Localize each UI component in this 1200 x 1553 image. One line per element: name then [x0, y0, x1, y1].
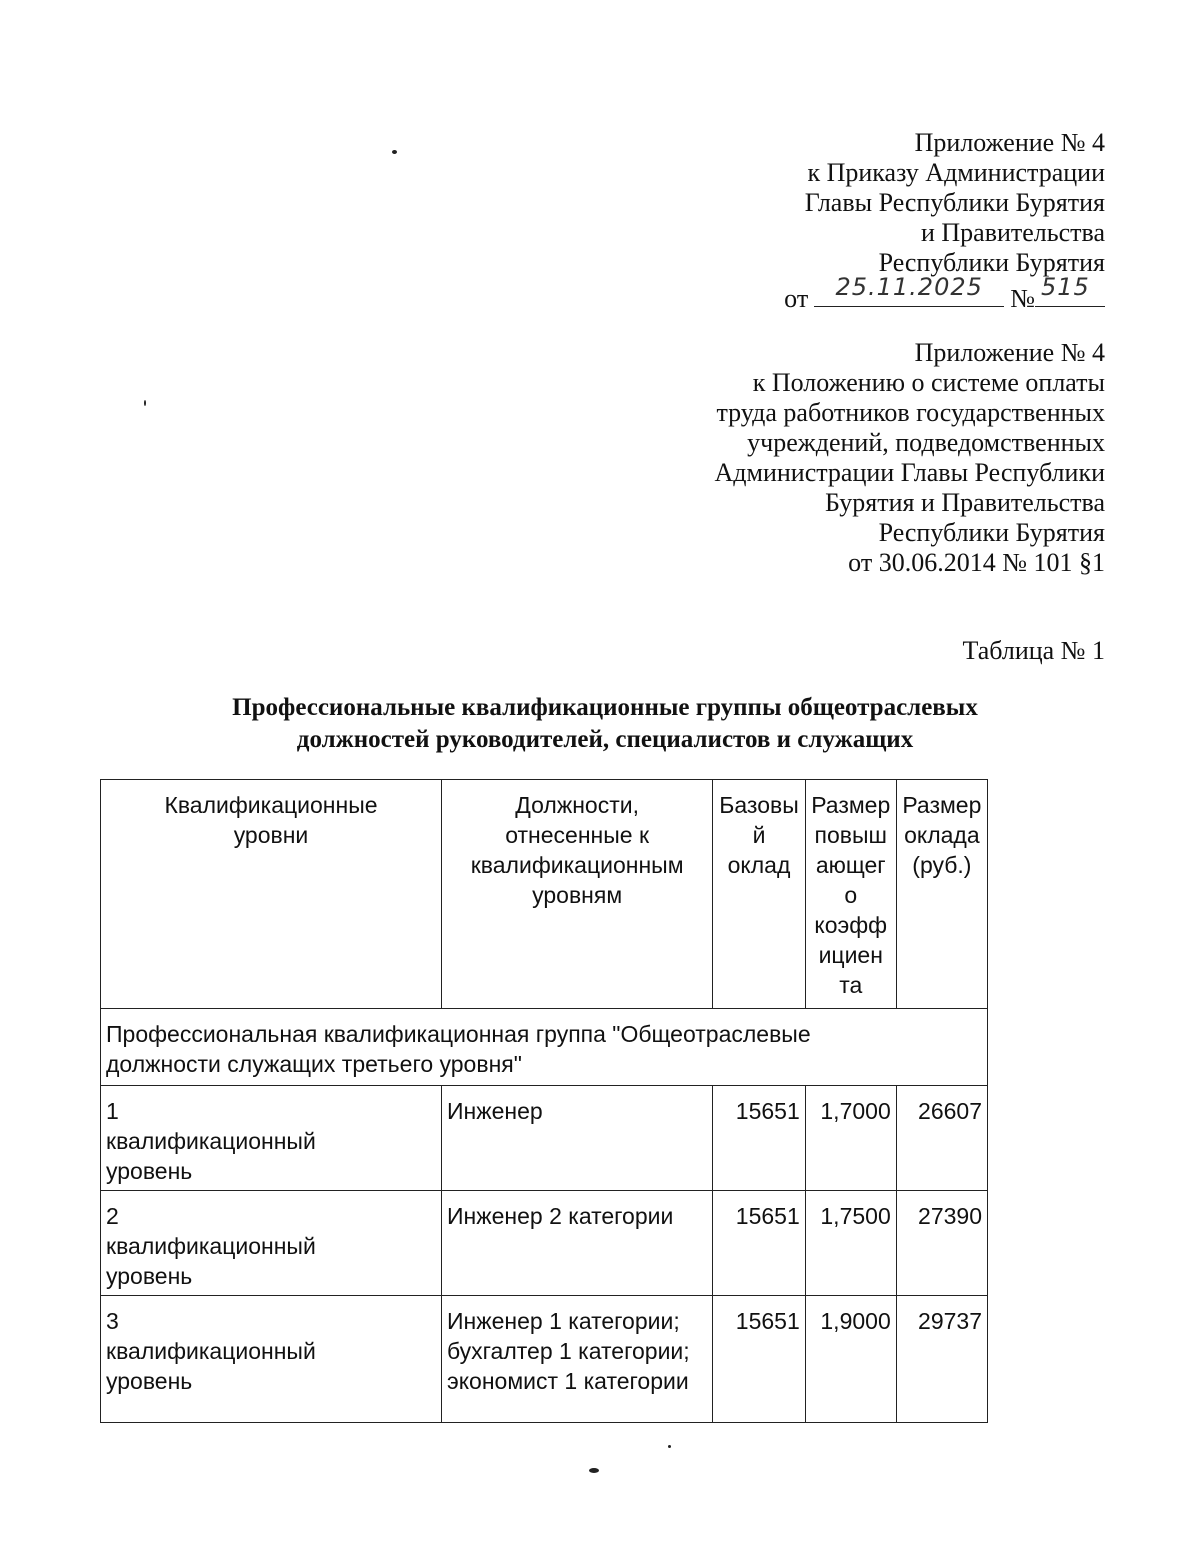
qualification-table: [100, 779, 988, 1423]
annex-order-line: и Правительства: [920, 218, 1105, 247]
table-header-row: [101, 780, 988, 1009]
annex-regulation-line: учреждений, подведомственных: [747, 428, 1105, 457]
header-levels: Квалификационные уровни: [101, 780, 442, 1009]
header-positions: Должности, отнесенные к квалификационным уровням: [441, 780, 712, 1009]
header-salary: Размер оклада (руб.): [896, 780, 987, 1009]
table-row: [101, 1086, 988, 1191]
annex-order-date-line: [784, 273, 1105, 314]
annex-regulation-title: Приложение № 4: [914, 338, 1105, 367]
table-label: Таблица № 1: [962, 636, 1105, 665]
scan-speck: [392, 150, 397, 154]
scan-speck: [144, 400, 146, 406]
base-salary-cell: 15651: [713, 1296, 805, 1423]
number-prefix: №: [1010, 284, 1035, 313]
base-salary-cell: 15651: [713, 1191, 805, 1296]
annex-regulation-line: Республики Бурятия: [878, 518, 1105, 547]
base-salary-cell: 15651: [713, 1086, 805, 1191]
positions-cell: Инженер: [441, 1086, 712, 1191]
number-field: [1035, 273, 1105, 307]
salary-cell: 29737: [896, 1296, 987, 1423]
annex-order-line: Республики Бурятия: [878, 248, 1105, 277]
annex-regulation-line: к Положению о системе оплаты: [752, 368, 1105, 397]
header-base-salary: Базовы й оклад: [713, 780, 805, 1009]
table-row: [101, 1296, 988, 1423]
annex-order-title: Приложение № 4: [914, 128, 1105, 157]
scan-speck: [589, 1468, 599, 1473]
salary-cell: 27390: [896, 1191, 987, 1296]
handwritten-date: 25.11.2025: [835, 273, 983, 301]
document-title: [100, 692, 1110, 756]
annex-regulation-line: Администрации Главы Республики: [714, 458, 1105, 487]
date-field: [814, 273, 1004, 307]
annex-order-block: [784, 128, 1105, 314]
coefficient-cell: 1,7000: [805, 1086, 896, 1191]
table-group-row: [101, 1009, 988, 1086]
annex-regulation-line: труда работников государственных: [716, 398, 1105, 427]
header-coefficient: Размер повыш ающег о коэфф ициен та: [805, 780, 896, 1009]
date-prefix: от: [784, 284, 809, 313]
handwritten-number: 515: [1041, 273, 1090, 301]
level-cell: 3 квалификационный уровень: [101, 1296, 442, 1423]
positions-cell: Инженер 1 категории; бухгалтер 1 категории; экономист 1 категории: [441, 1296, 712, 1423]
document-title-line: должностей руководителей, специалистов и служащих: [296, 726, 914, 753]
annex-regulation-line: от 30.06.2014 № 101 §1: [848, 548, 1105, 577]
annex-order-line: к Приказу Администрации: [807, 158, 1105, 187]
salary-cell: 26607: [896, 1086, 987, 1191]
group-title: Профессиональная квалификационная группа "Общеотраслевые должности служащих третьего уровня": [101, 1009, 988, 1086]
level-cell: 1 квалификационный уровень: [101, 1086, 442, 1191]
annex-regulation-line: Бурятия и Правительства: [824, 488, 1105, 517]
coefficient-cell: 1,7500: [805, 1191, 896, 1296]
positions-cell: Инженер 2 категории: [441, 1191, 712, 1296]
document-title-line: Профессиональные квалификационные группы общеотраслевых: [232, 694, 978, 721]
annex-order-line: Главы Республики Бурятия: [804, 188, 1105, 217]
scan-speck: [668, 1445, 671, 1448]
annex-regulation-block: [715, 338, 1105, 578]
table-row: [101, 1191, 988, 1296]
level-cell: 2 квалификационный уровень: [101, 1191, 442, 1296]
coefficient-cell: 1,9000: [805, 1296, 896, 1423]
